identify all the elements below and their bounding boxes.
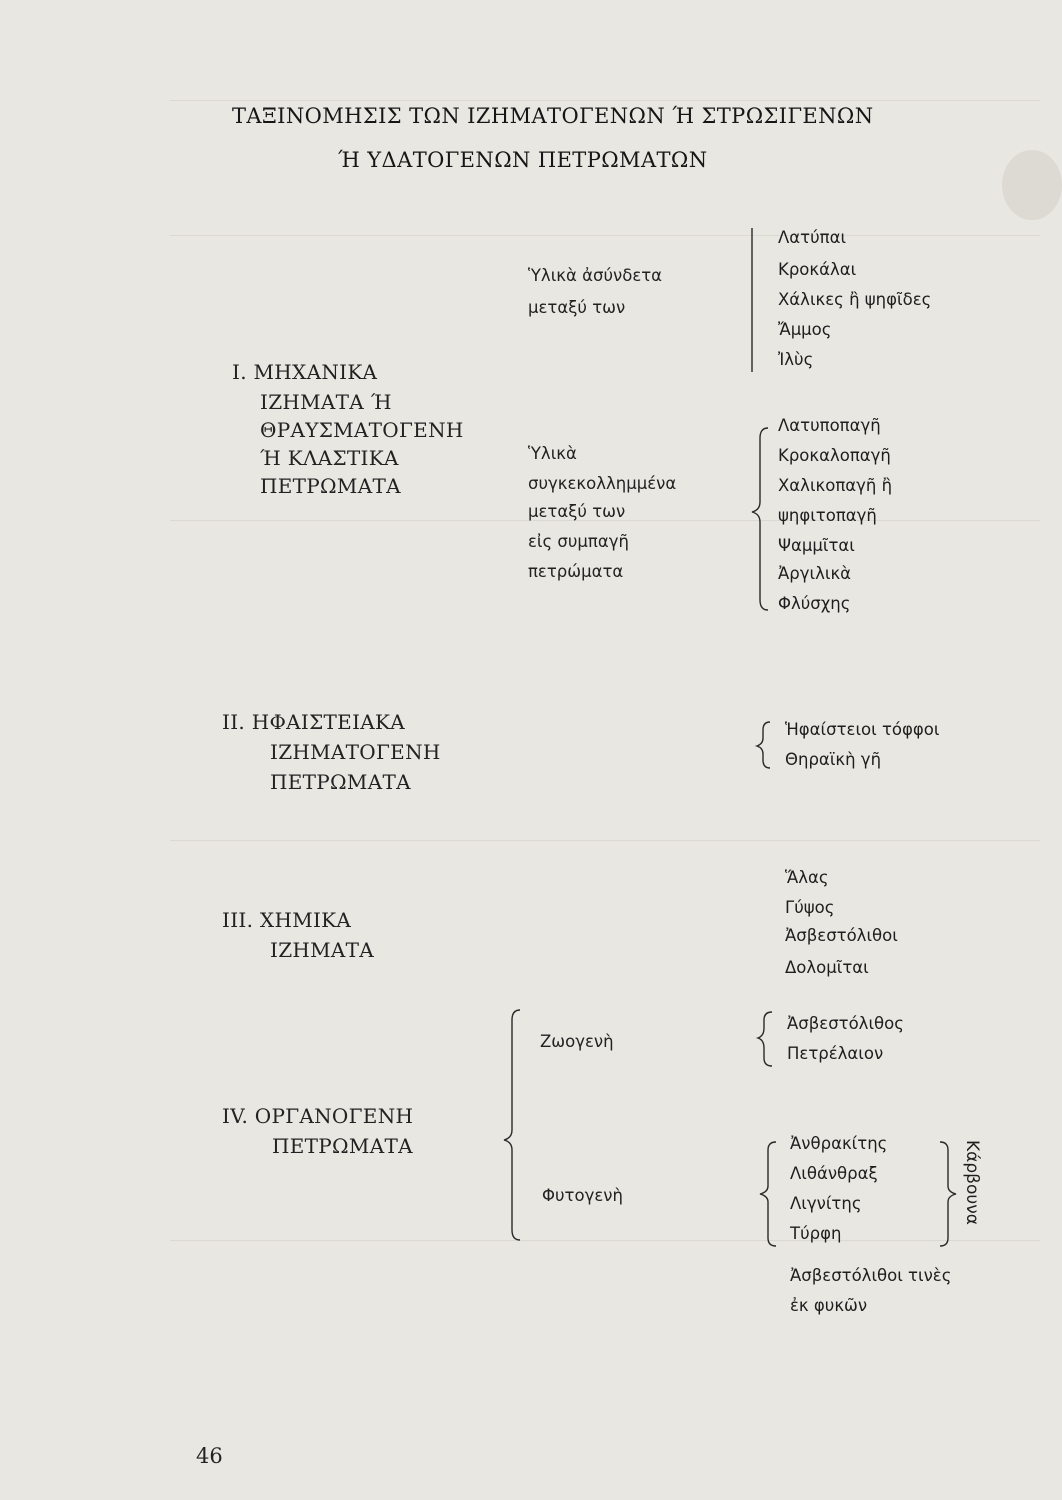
group1-heading-line: ΠΕΤΡΩΜΑΤΑ (260, 474, 401, 498)
show-through-line (170, 100, 1040, 101)
show-through-line (170, 1240, 1040, 1241)
group1-heading-line: Ι. ΜΗΧΑΝΙΚΑ (232, 360, 378, 384)
bracket-zoo (758, 1012, 772, 1066)
group1-sub-b-item: Ψαμμῖται (778, 536, 855, 555)
group1-sub-b-item: Λατυποπαγῆ (778, 416, 881, 435)
group1-sub-b-label: πετρώματα (528, 562, 624, 581)
group4-phyto-item: Ἀνθρακίτης (790, 1134, 888, 1153)
group1-sub-b-item: Φλύσχης (778, 594, 851, 613)
bracket-phyto-right (940, 1142, 956, 1246)
group2-heading-line: ΙΙ. ΗΦΑΙΣΤΕΙΑΚΑ (222, 710, 406, 734)
group1-sub-b-label: συγκεκολλημμένα (528, 474, 677, 493)
group2-item: Ἡφαίστειοι τόφφοι (785, 720, 940, 739)
group4-zoo-item: Πετρέλαιον (787, 1044, 884, 1063)
group1-sub-b-item: Χαλικοπαγῆ ἢ (778, 476, 893, 495)
group2-heading-line: ΙΖΗΜΑΤΟΓΕΝΗ (270, 740, 441, 764)
bracket-group2 (757, 722, 770, 768)
group1-sub-b-label: μεταξύ των (528, 502, 626, 521)
group1-sub-a-item: Ἄμμος (778, 320, 832, 339)
group3-item: Ἅλας (785, 868, 829, 887)
group1-sub-a-label: μεταξύ των (528, 298, 626, 317)
bracket-phyto-left (760, 1142, 776, 1246)
group1-sub-b-label: Ὑλικὰ (528, 444, 577, 463)
group1-sub-a-item: Χάλικες ἢ ψηφῖδες (778, 290, 932, 309)
group4-phyto-item: Τύρφη (790, 1224, 842, 1243)
group1-sub-b-item: Ἀργιλικὰ (778, 564, 852, 583)
group1-sub-b-label: εἰς συμπαγῆ (528, 532, 629, 551)
show-through-mark (1002, 150, 1062, 220)
title-line-1: ΤΑΞΙΝΟΜΗΣΙΣ ΤΩΝ ΙΖΗΜΑΤΟΓΕΝΩΝ Ή ΣΤΡΩΣΙΓΕΝΩΝ (232, 104, 874, 128)
group1-sub-a-item: Κροκάλαι (778, 260, 857, 279)
group3-heading-line: ΙΙΙ. ΧΗΜΙΚΑ (222, 908, 352, 932)
group4-phyto-item: Λιθάνθραξ (790, 1164, 878, 1183)
bracket-sub-b (752, 428, 768, 610)
group4-coal-label: Κάρβουνα (962, 1140, 982, 1225)
group4-heading-line: ΙV. ΟΡΓΑΝΟΓΕΝΗ (222, 1104, 414, 1128)
group4-zoo-item: Ἀσβεστόλιθος (787, 1014, 904, 1033)
show-through-line (170, 235, 1040, 236)
bracket-group4 (504, 1010, 520, 1240)
group4-phyto-extra: Ἀσβεστόλιθοι τινὲς (790, 1266, 952, 1285)
group1-sub-a-item: Ἰλὺς (778, 350, 814, 369)
group1-sub-b-item: ψηφιτοπαγῆ (778, 506, 877, 525)
group4-phyto-item: Λιγνίτης (790, 1194, 862, 1213)
group1-heading-line: ΘΡΑΥΣΜΑΤΟΓΕΝΗ (260, 418, 464, 442)
group1-sub-b-item: Κροκαλοπαγῆ (778, 446, 891, 465)
group4-phyto-label: Φυτογενὴ (542, 1186, 623, 1205)
group1-sub-a-label: Ὑλικὰ ἀσύνδετα (528, 266, 663, 285)
show-through-line (170, 840, 1040, 841)
group4-zoo-label: Ζωογενὴ (540, 1032, 614, 1051)
group4-phyto-extra: ἐκ φυκῶν (790, 1296, 868, 1315)
group2-item: Θηραϊκὴ γῆ (785, 750, 882, 769)
group2-heading-line: ΠΕΤΡΩΜΑΤΑ (270, 770, 411, 794)
group3-item: Δολομῖται (785, 958, 869, 977)
page-number: 46 (196, 1444, 223, 1468)
title-line-2: Ή ΥΔΑΤΟΓΕΝΩΝ ΠΕΤΡΩΜΑΤΩΝ (338, 148, 708, 172)
group3-item: Ἀσβεστόλιθοι (785, 926, 898, 945)
group1-heading-line: Ή ΚΛΑΣΤΙΚΑ (260, 446, 399, 470)
group1-sub-a-item: Λατύπαι (778, 228, 847, 247)
group4-heading-line: ΠΕΤΡΩΜΑΤΑ (272, 1134, 413, 1158)
group1-heading-line: ΙΖΗΜΑΤΑ Ή (260, 390, 392, 414)
group3-item: Γύψος (785, 898, 835, 917)
group3-heading-line: ΙΖΗΜΑΤΑ (270, 938, 375, 962)
